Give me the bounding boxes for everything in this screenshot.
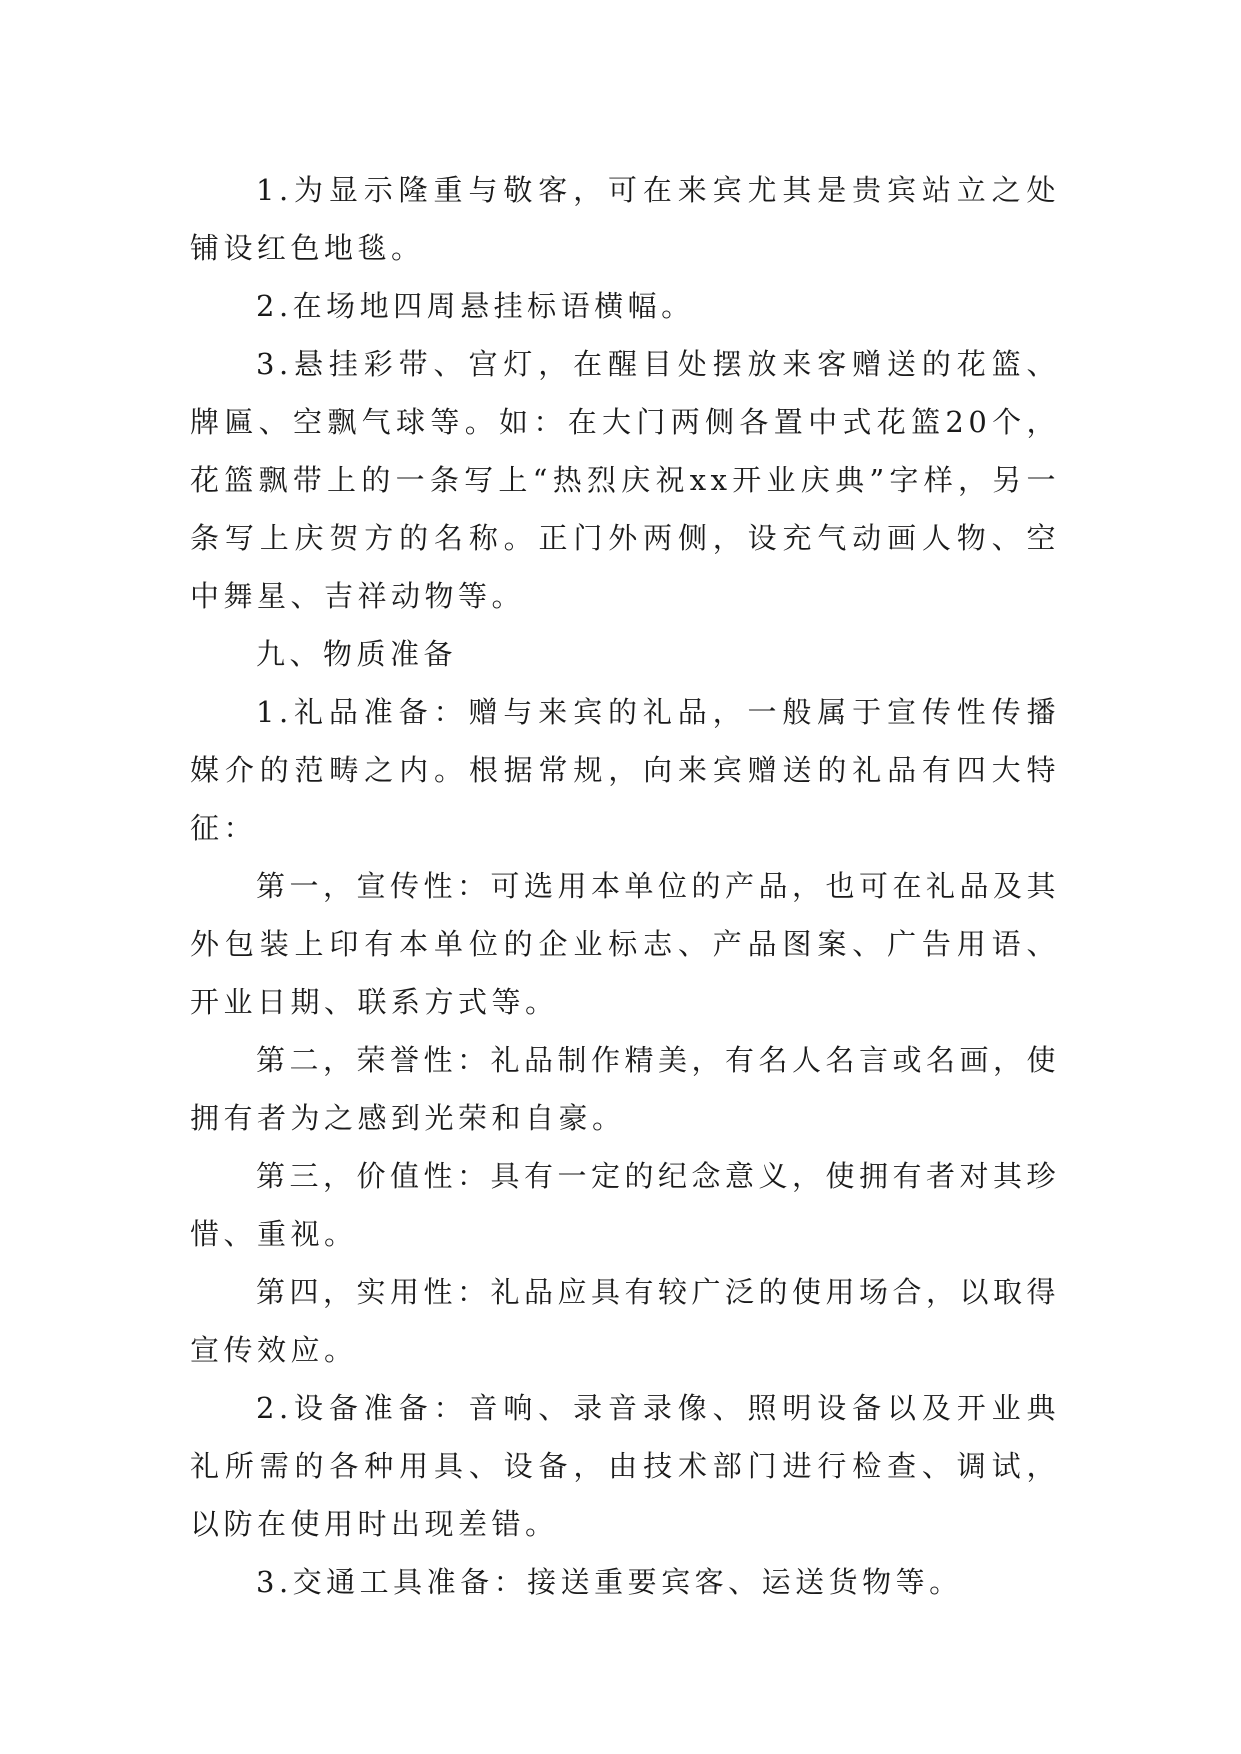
paragraph-banner: 2.在场地四周悬挂标语横幅。 <box>256 289 695 323</box>
section-heading-material-preparation: 九、物质准备 <box>256 637 458 671</box>
paragraph-value: 第三，价值性：具有一定的纪念意义，使拥有者对其珍惜、重视。 <box>190 1159 1061 1251</box>
paragraph-publicity: 第一，宣传性：可选用本单位的产品，也可在礼品及其外包装上印有本单位的企业标志、产品图案、广告用语、开业日期、联系方式等。 <box>190 869 1061 1019</box>
paragraph-equipment-preparation: 2.设备准备：音响、录音录像、照明设备以及开业典礼所需的各种用具、设备，由技术部门进行检查、调试，以防在使用时出现差错。 <box>190 1391 1060 1541</box>
paragraph-honor: 第二，荣誉性：礼品制作精美，有名人名言或名画，使拥有者为之感到光荣和自豪。 <box>190 1043 1061 1135</box>
paragraph-carpet: 1.为显示隆重与敬客，可在来宾尤其是贵宾站立之处铺设红色地毯。 <box>190 173 1060 265</box>
paragraph-decorations: 3.悬挂彩带、宫灯，在醒目处摆放来客赠送的花篮、牌匾、空飘气球等。如：在大门两侧各置中式花篮20个，花篮飘带上的一条写上“热烈庆祝xx开业庆典”字样，另一条写上庆贺方的名称。正门外两侧，设充气动画人物、空中舞星、吉祥动物等。 <box>190 347 1060 613</box>
paragraph-transport-preparation: 3.交通工具准备：接送重要宾客、运送货物等。 <box>256 1565 963 1599</box>
paragraph-practicality: 第四，实用性：礼品应具有较广泛的使用场合，以取得宣传效应。 <box>190 1275 1061 1367</box>
paragraph-gift-preparation: 1.礼品准备：赠与来宾的礼品，一般属于宣传性传播媒介的范畴之内。根据常规，向来宾赠送的礼品有四大特征： <box>190 695 1060 845</box>
document-body <box>190 161 1060 1611</box>
